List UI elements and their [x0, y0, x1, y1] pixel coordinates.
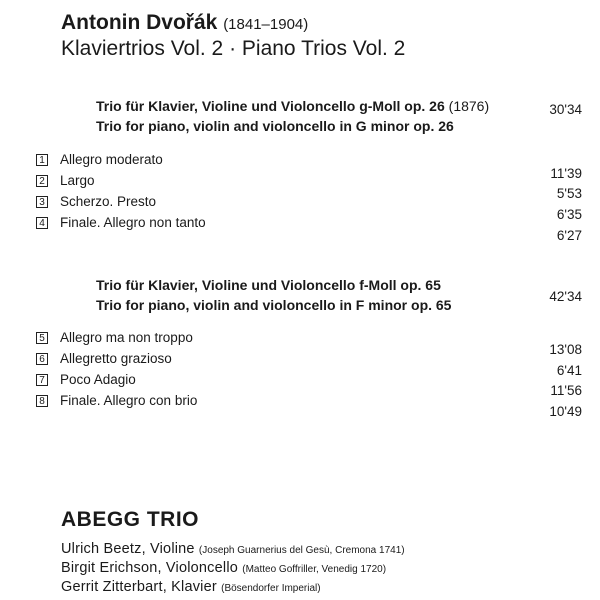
- performer-name: Birgit Erichson, Violoncello: [61, 560, 239, 576]
- track-duration: 10'49: [549, 404, 582, 419]
- performer-name: Gerrit Zitterbart, Klavier: [61, 579, 217, 595]
- composer-years: (1841–1904): [223, 16, 309, 33]
- performer-instrument: (Matteo Goffriller, Venedig 1720): [242, 564, 387, 575]
- work-2-title-en: Trio for piano, violin and violoncello in F minor op. 65: [96, 297, 452, 313]
- track-number-box: 7: [36, 374, 48, 386]
- track-title: Largo: [60, 173, 95, 188]
- track-number-box: 8: [36, 395, 48, 407]
- track-number-box: 1: [36, 154, 48, 166]
- track-number-box: 3: [36, 196, 48, 208]
- track-title: Allegro moderato: [60, 152, 163, 167]
- album-title: Klaviertrios Vol. 2 · Piano Trios Vol. 2: [61, 37, 406, 60]
- composer-name: Antonin Dvořák: [61, 11, 218, 34]
- work-2-title-de: Trio für Klavier, Violine und Violoncello f-Moll op. 65: [96, 277, 441, 293]
- track-title: Allegretto grazioso: [60, 351, 172, 366]
- track-title: Poco Adagio: [60, 372, 136, 387]
- work-1-title-de-text: Trio für Klavier, Violine und Violoncello g-Moll op. 26: [96, 98, 445, 114]
- track-duration: 11'39: [550, 166, 582, 181]
- ensemble-name: ABEGG TRIO: [61, 508, 200, 531]
- track-duration: 6'35: [556, 207, 582, 222]
- performer-instrument: (Joseph Guarnerius del Gesù, Cremona 1741): [198, 545, 405, 556]
- work-1-title-de: [96, 97, 489, 116]
- work-1-year: (1876): [448, 98, 490, 114]
- performer-instrument: (Bösendorfer Imperial): [221, 583, 321, 594]
- performer-line: [61, 577, 321, 599]
- track-title: Finale. Allegro con brio: [60, 393, 198, 408]
- track-number-box: 5: [36, 332, 48, 344]
- track-duration: 13'08: [549, 342, 582, 357]
- work-1-title-en: Trio for piano, violin and violoncello in G minor op. 26: [96, 118, 454, 134]
- performer-name: Ulrich Beetz, Violine: [61, 541, 195, 557]
- work-2-total-duration: 42'34: [549, 289, 582, 304]
- track-duration: 5'53: [556, 186, 582, 201]
- work-1-total-duration: 30'34: [549, 102, 582, 117]
- track-number-box: 4: [36, 217, 48, 229]
- track-number-box: 2: [36, 175, 48, 187]
- track-duration: 6'27: [556, 228, 582, 243]
- track-number-box: 6: [36, 353, 48, 365]
- track-title: Finale. Allegro non tanto: [60, 215, 206, 230]
- track-duration: 11'56: [550, 383, 582, 398]
- track-duration: 6'41: [556, 363, 582, 378]
- track-title: Allegro ma non troppo: [60, 330, 193, 345]
- track-title: Scherzo. Presto: [60, 194, 157, 209]
